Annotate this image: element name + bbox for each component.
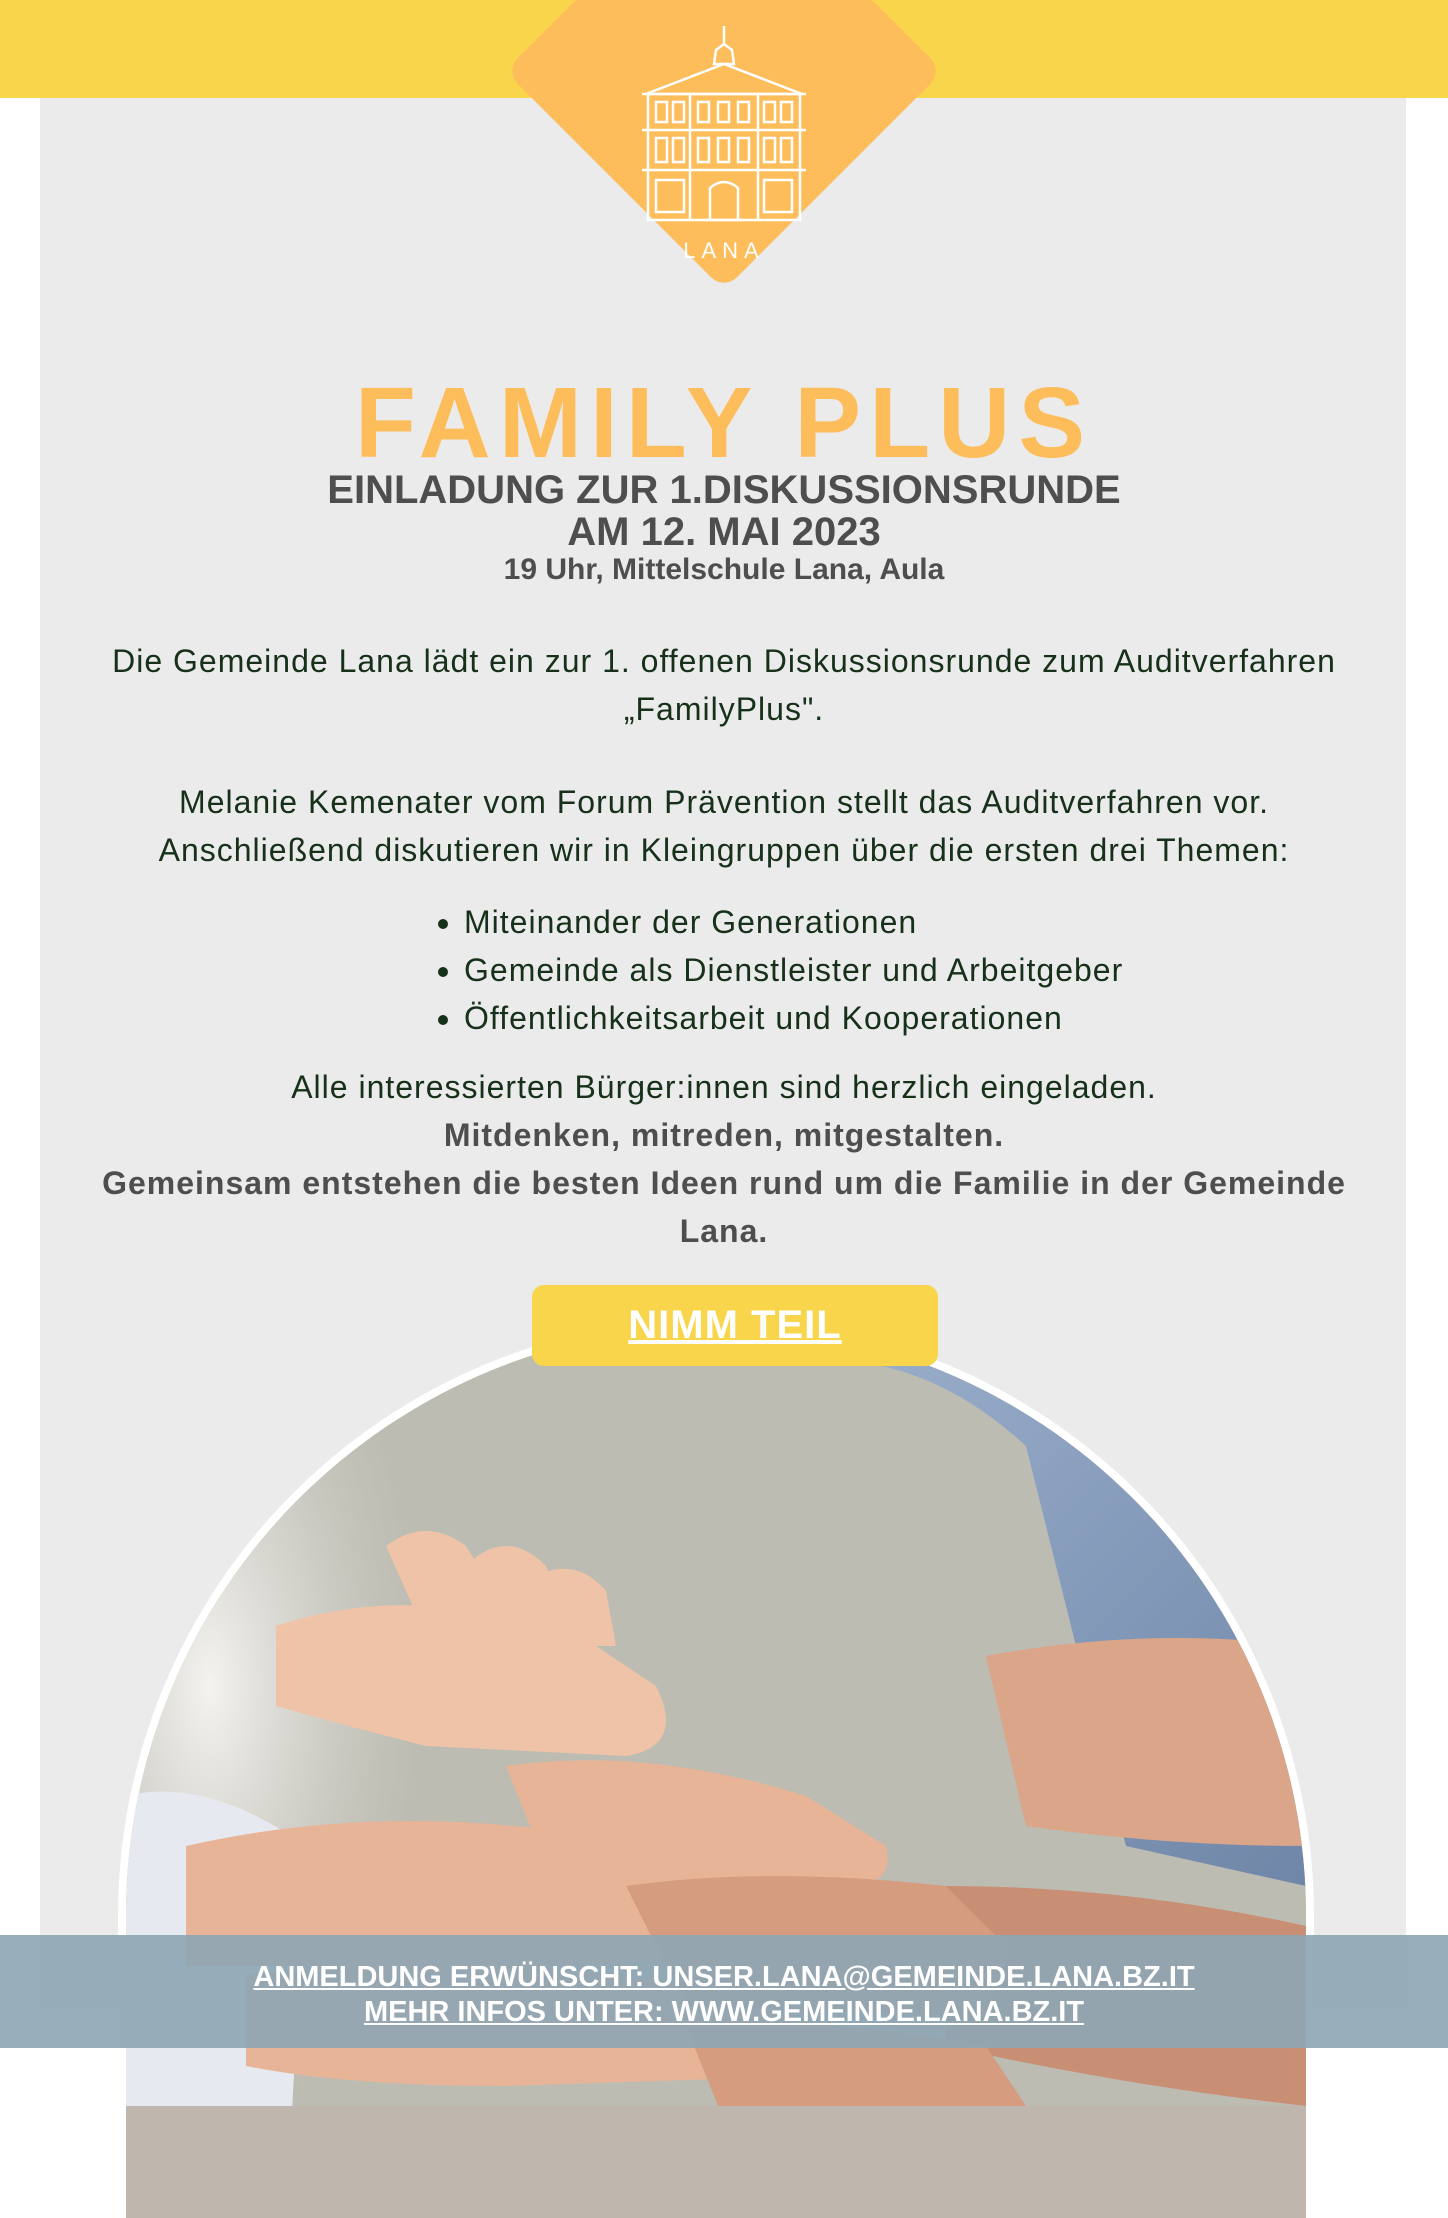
topic-list: [430, 898, 1123, 1042]
logo-text: LANA: [683, 238, 765, 263]
event-date: AM 12. MAI 2023: [567, 510, 881, 554]
website-link[interactable]: MEHR INFOS UNTER: WWW.GEMEINDE.LANA.BZ.IT: [363, 1996, 1085, 2028]
topic-item: • Gemeinde als Dienstleister und Arbeitgeber: [464, 946, 1123, 994]
event-details: 19 Uhr, Mittelschule Lana, Aula: [503, 553, 945, 586]
closing-text: Gemeinsam entstehen die besten Ideen rund um die Familie in der Gemeinde Lana.: [102, 1165, 1346, 1249]
page-title: FAMILY PLUS: [354, 367, 1094, 479]
topic-item: • Miteinander der Generationen: [464, 898, 1123, 946]
slogan-text: Mitdenken, mitreden, mitgestalten.: [443, 1117, 1005, 1153]
building-icon: [620, 20, 828, 270]
intro-paragraph: Die Gemeinde Lana lädt ein zur 1. offenen Diskussionsrunde zum Auditverfahren „FamilyPlus".: [112, 643, 1336, 727]
invitation-text: Alle interessierten Bürger:innen sind herzlich eingeladen.: [291, 1069, 1157, 1105]
presentation-paragraph: Melanie Kemenater vom Forum Prävention stellt das Auditverfahren vor. Anschließend diskutieren wir in Kleingruppen über die ersten drei Themen:: [158, 784, 1290, 868]
event-subtitle: EINLADUNG ZUR 1.DISKUSSIONSRUNDE: [327, 468, 1121, 512]
registration-email-link[interactable]: ANMELDUNG ERWÜNSCHT: UNSER.LANA@GEMEINDE.LANA.BZ.IT: [253, 1961, 1195, 1993]
participate-button[interactable]: NIMM TEIL: [532, 1285, 938, 1366]
topic-item: • Öffentlichkeitsarbeit und Kooperationen: [464, 994, 1123, 1042]
